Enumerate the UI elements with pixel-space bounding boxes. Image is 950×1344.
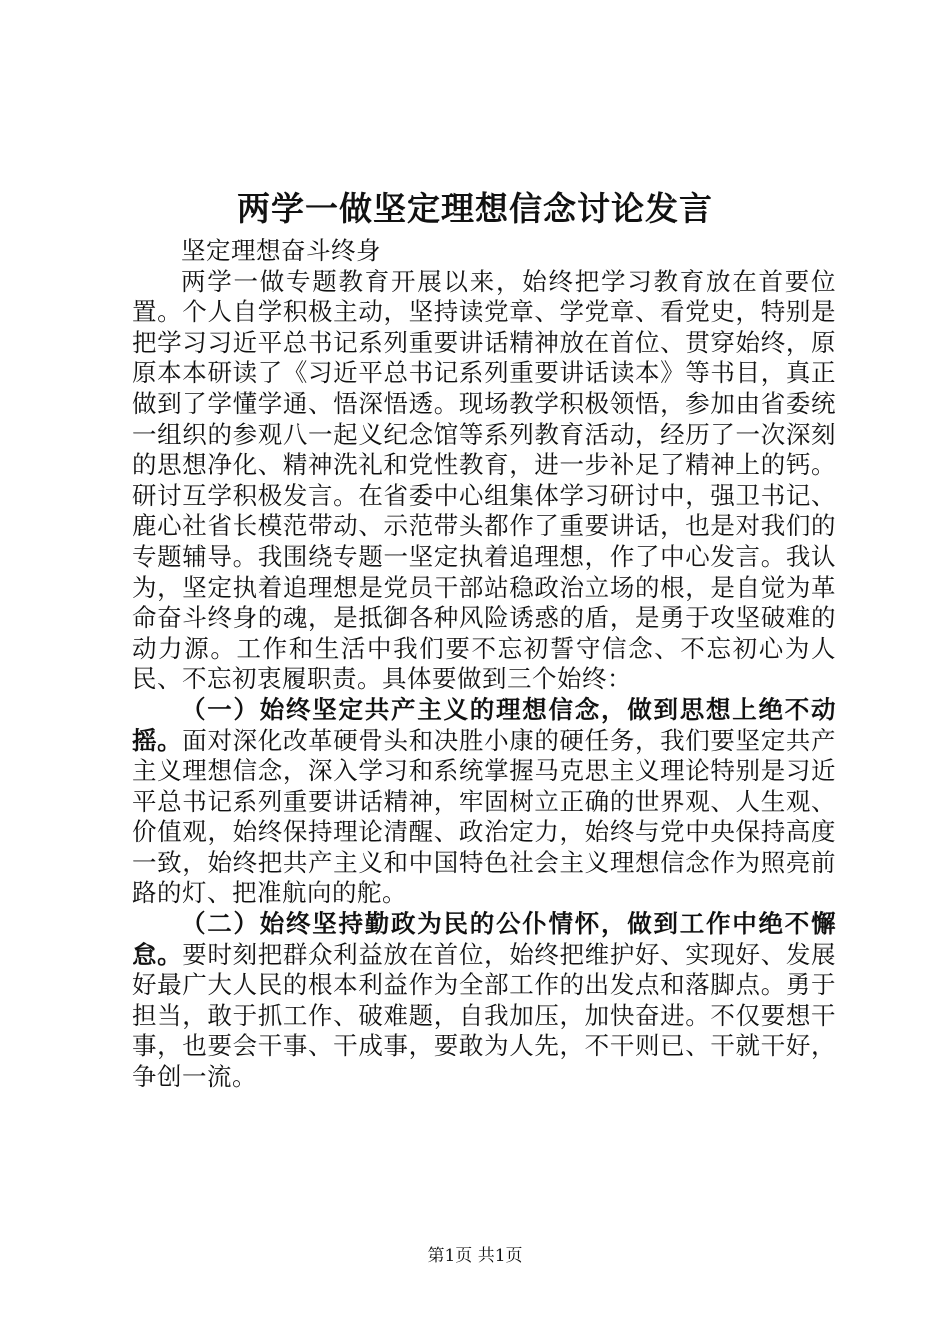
page-number-footer: 第1页 共1页 xyxy=(427,1246,523,1266)
section-one-lead: （一）始终坚定共产主义的理想信念，做到思想上绝不动摇。 xyxy=(132,694,836,755)
section-one-text: 面对深化改革硬骨头和决胜小康的硬任务，我们要坚定共产主义理想信念，深入学习和系统掌握马克思主义理论特别是习近平总书记系列重要讲话精神，牢固树立正确的世界观、人生观、价值观，始终保持理论清醒、政治定力，始终与党中央保持高度一致，始终把共产主义和中国特色社会主义理想信念作为照亮前路的灯、把准航向的舵。 xyxy=(132,725,836,908)
section-two-text: 要时刻把群众利益放在首位，始终把维护好、实现好、发展好最广大人民的根本利益作为全部工作的出发点和落脚点。勇于担当，敢于抓工作、破难题，自我加压，加快奋进。不仅要想干事，也要会干事、干成事，要敢为人先，不干则已、干就干好，争创一流。 xyxy=(132,939,836,1092)
section-two-paragraph xyxy=(132,909,836,1093)
document-title: 两学一做坚定理想信念讨论发言 xyxy=(237,189,713,228)
section-two-lead: （二）始终坚持勤政为民的公仆情怀，做到工作中绝不懈怠。 xyxy=(132,909,836,969)
document-body xyxy=(132,236,836,1093)
intro-paragraph: 两学一做专题教育开展以来，始终把学习教育放在首要位置。个人自学积极主动，坚持读党章、学党章、看党史，特别是把学习习近平总书记系列重要讲话精神放在首位、贯穿始终，原原本本研读了《习近平总书记系列重要讲话读本》等书目，真正做到了学懂学通、悟深悟透。现场教学积极领悟，参加由省委统一组织的参观八一起义纪念馆等系列教育活动，经历了一次深刻的思想净化、精神洗礼和党性教育，进一步补足了精神上的钙。研讨互学积极发言。在省委中心组集体学习研讨中，强卫书记、鹿心社省长模范带动、示范带头都作了重要讲话，也是对我们的专题辅导。我围绕专题一坚定执着追理想，作了中心发言。我认为，坚定执着追理想是党员干部站稳政治立场的根，是自觉为革命奋斗终身的魂，是抵御各种风险诱惑的盾，是勇于攻坚破难的动力源。工作和生活中我们要不忘初誓守信念、不忘初心为人民、不忘初衷履职责。具体要做到三个始终： xyxy=(132,266,836,694)
section-one-paragraph xyxy=(132,695,836,909)
subtitle-paragraph: 坚定理想奋斗终身 xyxy=(181,236,381,265)
